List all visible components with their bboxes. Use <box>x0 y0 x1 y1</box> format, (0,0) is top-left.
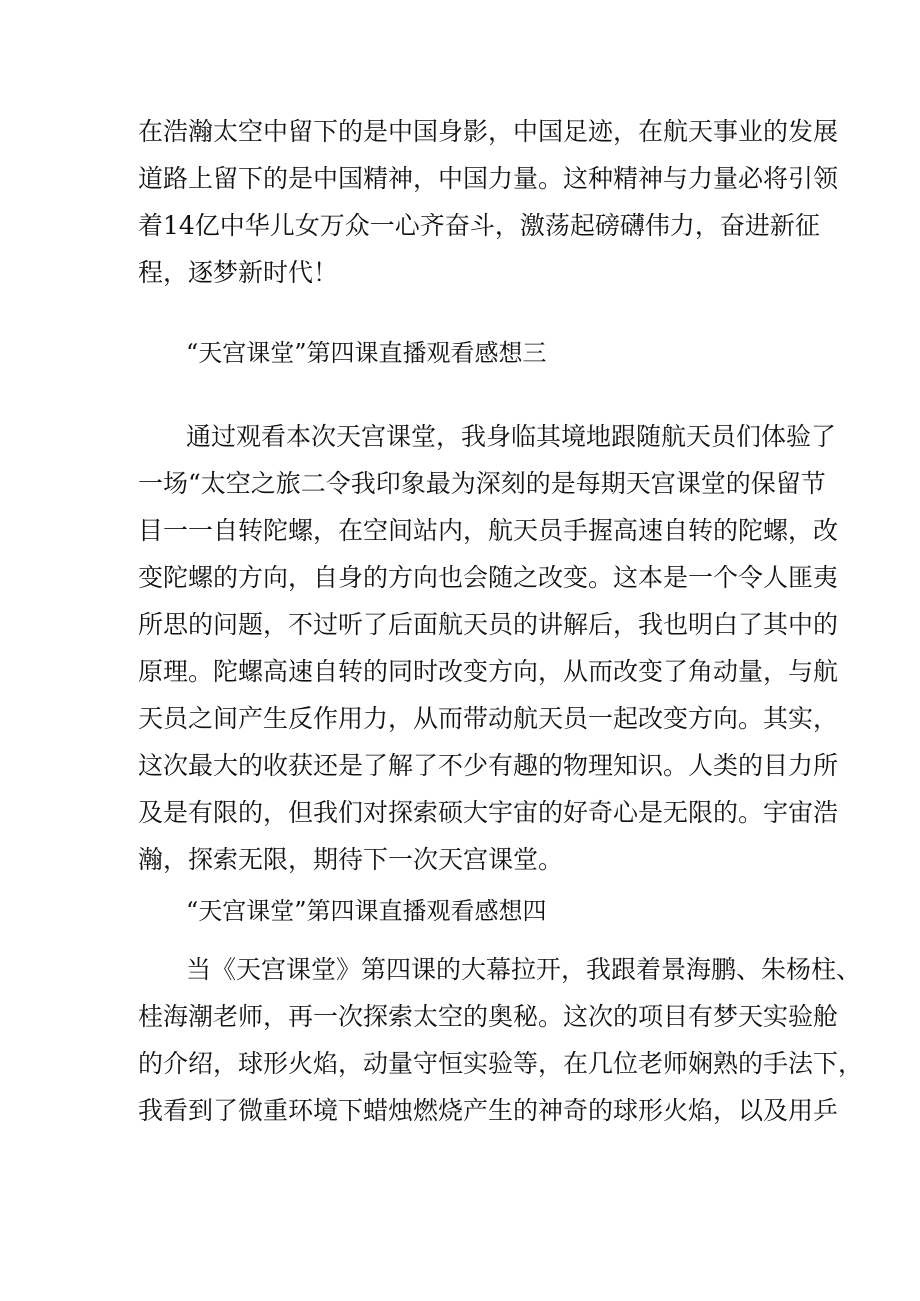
text-line: 在浩瀚太空中留下的是中国身影，中国足迹，在航天事业的发展 <box>138 117 839 146</box>
text-line: 程，逐梦新时代！ <box>138 258 339 287</box>
text-line: 通过观看本次天宫课堂，我身临其境地跟随航天员们体验了 <box>186 422 837 451</box>
section-heading-4: “天宫课堂”第四课直播观看感想四 <box>186 897 547 925</box>
section-heading-3: “天宫课堂”第四课直播观看感想三 <box>186 339 547 367</box>
text-line: 这次最大的收获还是了解了不少有趣的物理知识。人类的目力所 <box>138 751 839 780</box>
text-line: 当《天宫课堂》第四课的大幕拉开，我跟着景海鹏、朱杨柱、 <box>186 955 862 984</box>
text-line: 原理。陀螺高速自转的同时改变方向，从而改变了角动量，与航 <box>138 657 839 686</box>
paragraph-3 <box>138 946 864 1134</box>
text-line: 天员之间产生反作用力，从而带动航天员一起改变方向。其实， <box>138 704 839 733</box>
text-line: 目一一自转陀螺，在空间站内，航天员手握高速自转的陀螺，改 <box>138 516 839 545</box>
text-line: 我看到了微重环境下蜡烛燃烧产生的神奇的球形火焰，以及用乒 <box>138 1096 839 1125</box>
text-line: 所思的问题，不过听了后面航天员的讲解后，我也明白了其中的 <box>138 610 839 639</box>
paragraph-1 <box>138 108 839 296</box>
text-line: 一场“太空之旅二令我印象最为深刻的是每期天宫课堂的保留节 <box>138 469 826 498</box>
paragraph-2 <box>138 413 839 883</box>
text-line: 及是有限的，但我们对探索硕大宇宙的好奇心是无限的。宇宙浩 <box>138 798 839 827</box>
text-line: 变陀螺的方向，自身的方向也会随之改变。这本是一个令人匪夷 <box>138 563 839 592</box>
text-line: 瀚，探索无限，期待下一次天宫课堂。 <box>138 845 564 874</box>
text-line: 桂海潮老师，再一次探索太空的奥秘。这次的项目有梦天实验舱 <box>138 1002 839 1031</box>
text-line: 的介绍，球形火焰，动量守恒实验等，在几位老师娴熟的手法下， <box>138 1049 864 1078</box>
text-line: 着14亿中华儿女万众一心齐奋斗，激荡起磅礴伟力，奋进新征 <box>138 211 820 240</box>
text-line: 道路上留下的是中国精神，中国力量。这种精神与力量必将引领 <box>138 164 839 193</box>
